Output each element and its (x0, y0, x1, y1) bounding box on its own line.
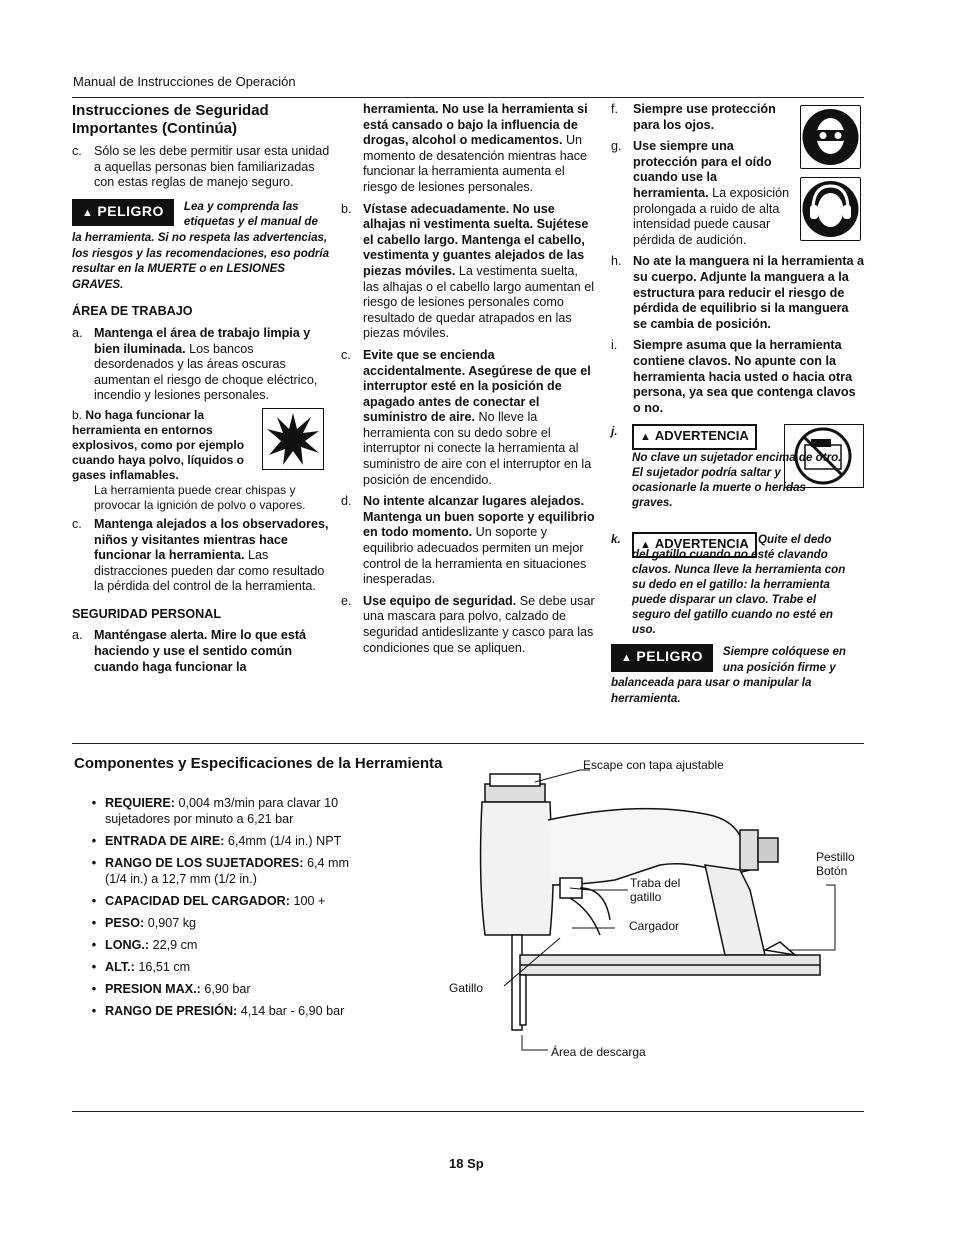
label-gatillo: Gatillo (449, 981, 484, 995)
list-item-continued (341, 102, 597, 196)
item-letter: f. (611, 102, 618, 116)
ear-protection-icon (800, 177, 861, 241)
item-bold: Manténgase alerta. Mire lo que está haciendo y use el sentido común cuando haga funcionar la (94, 628, 307, 674)
item-bold: No intente alcanzar lugares alejados. Mantenga un buen soporte y equilibrio en todo momento. (363, 494, 595, 540)
spec-value: 6,4 mm (1/4 in.) a 12,7 mm (1/2 in.) (105, 856, 349, 886)
list-item-a (72, 326, 330, 404)
list-item-i (611, 338, 865, 416)
components-title: Componentes y Especificaciones de la Herramienta (74, 755, 443, 772)
item-text: No lleve la herramienta con su dedo sobre el interruptor ni conecte la herramienta al suministro de aire con el interruptor en la posición de encendido. (363, 410, 592, 487)
list-item-c2 (72, 517, 330, 595)
spec-item: • RANGO DE PRESIÓN: 4,14 bar - 6,90 bar (91, 1004, 345, 1018)
spec-value: 22,9 cm (149, 938, 198, 952)
warning-triangle-icon: ▲ (640, 431, 651, 444)
section-title-safety: Instrucciones de Seguridad Importantes (Continúa) (72, 102, 269, 137)
advertencia-badge (632, 424, 757, 450)
item-bold: herramienta. No use la herramienta si está cansado o bajo la influencia de drogas, alcohol o medicamentos. (363, 102, 588, 148)
explosion-icon (262, 408, 324, 470)
item-bold: Siempre use protección para los ojos. (633, 102, 776, 132)
peligro-warning-1 (72, 199, 330, 293)
item-letter: c. (341, 347, 351, 362)
column-1 (72, 102, 330, 679)
spec-list (83, 795, 373, 1025)
item-text: La vestimenta suelta, las alhajas o el cabello largo aumentan el riesgo de lesiones personales como resultado de quedar atrapados en las piezas móviles. (363, 263, 595, 341)
list-item-c (341, 348, 597, 488)
item-bold: Mantenga el área de trabajo limpia y bien iluminada. (94, 325, 311, 356)
page-number: 18 Sp (449, 1156, 484, 1171)
list-item-f (611, 102, 791, 133)
spec-value: 0,004 m3/min para clavar 10 sujetadores por minuto a 6,21 bar (105, 796, 339, 826)
item-letter: k. (611, 533, 621, 547)
item-bold: Mantenga alejados a los observadores, niños y visitantes mientras hace funcionar la herramienta. (94, 516, 329, 563)
list-item-b (72, 408, 330, 513)
item-bold: No haga funcionar la herramienta en entornos explosivos, como por ejemplo cuando haya polvo, líquidos o gases inflamables. (72, 407, 245, 482)
stapler-diagram (440, 760, 870, 1070)
peligro-badge (72, 199, 174, 227)
advertencia-label: ADVERTENCIA (654, 428, 749, 444)
label-descarga: Área de descarga (551, 1045, 646, 1059)
label-pestillo: Pestillo (816, 850, 855, 864)
advertencia-text: Quite el dedo del gatillo cuando no esté clavando clavos. Nunca lleve la herramienta con su dedo en el gatillo: la herramienta puede disparar un clavo. Trabe el seguro del gatillo cuando no esté en uso. (632, 533, 846, 637)
spec-label: CAPACIDAD DEL CARGADOR: (105, 894, 290, 908)
peligro-label: PELIGRO (97, 202, 164, 219)
spec-item: • REQUIERE: 0,004 m3/min para clavar 10 sujetadores por minuto a 6,21 bar (91, 796, 339, 826)
spec-label: ALT.: (105, 960, 135, 974)
item-letter: g. (611, 139, 622, 154)
item-bold: No ate la manguera ni la herramienta a su cuerpo. Adjunte la manguera a la estructura para reducir el riesgo de pérdida de equilibrio si la manguera se cambia de posición. (633, 254, 864, 331)
spec-label: PRESION MAX.: (105, 982, 201, 996)
column-2 (341, 102, 597, 660)
item-bold: Evite que se encienda accidentalmente. Asegúrese de que el interruptor esté en la posición de apagado antes de conectar el suministro de aire. (363, 347, 591, 425)
item-letter: e. (341, 593, 352, 608)
peligro-badge (611, 644, 713, 672)
item-letter: a. (72, 325, 83, 340)
item-letter: j. (611, 425, 618, 439)
advertencia-text: No clave un sujetador encima de otro. El sujetador podría saltar y ocasionarle la muerte o heridas graves. (632, 451, 842, 510)
peligro-text: Siempre colóquese en una posición firme y balanceada para usar o manipular la herramienta. (611, 645, 846, 706)
item-text: Los bancos desordenados y las áreas oscuras aumentan el riesgo de choque eléctrico, incendio y lesiones personales. (94, 341, 318, 403)
spec-label: RANGO DE LOS SUJETADORES: (105, 856, 304, 870)
item-text: Un momento de desatención mientras hace funcionar la herramienta aumenta el riesgo de lesiones personales. (363, 133, 588, 194)
item-text: Las distracciones pueden dar como resultado la pérdida del control de la herramienta. (94, 548, 325, 594)
item-letter: a. (72, 628, 83, 643)
list-item-pa (72, 628, 330, 675)
peligro-text: Lea y comprenda las etiquetas y el manual de la herramienta. Si no respeta las advertencias, los riesgos y las recomendaciones, eso podría resultar en la MUERTE o en LESIONES GRAVES. (72, 199, 330, 291)
section-divider (72, 743, 864, 744)
spec-label: REQUIERE: (105, 796, 175, 810)
spec-value: 6,90 bar (200, 982, 251, 996)
spec-value: 100 + (289, 894, 326, 908)
item-letter: d. (341, 494, 352, 509)
spec-label: LONG.: (105, 938, 150, 952)
spec-label: PESO: (105, 916, 145, 930)
label-traba: Traba del (630, 876, 681, 890)
item-text: Sólo se les debe permitir usar esta unidad a aquellas personas bien familiarizadas con estas reglas de manejo seguro. (94, 144, 330, 190)
warning-triangle-icon: ▲ (640, 539, 651, 552)
item-bold: Siempre asuma que la herramienta contiene clavos. No apunte con la herramienta hacia usted o hacia otra persona, ya sea que contenga clavos o no. (633, 338, 856, 415)
spec-item: • PESO: 0,907 kg (91, 916, 197, 930)
list-item-g (611, 139, 795, 248)
list-item-c (72, 144, 330, 191)
eye-protection-icon (800, 105, 861, 169)
item-bold: Vístase adecuadamente. No use alhajas ni vestimenta suelta. Sujétese el cabello largo. Mantenga el cabello, vestimenta y guantes alejados de las piezas móviles. (363, 201, 589, 278)
spec-value: 0,907 kg (144, 916, 197, 930)
item-text: Se debe usar una mascara para polvo, calzado de seguridad antideslizante y casco para las condiciones que se apliquen. (363, 593, 595, 655)
item-letter: i. (611, 338, 618, 353)
spec-label: ENTRADA DE AIRE: (105, 834, 225, 848)
subhead-area-trabajo: ÁREA DE TRABAJO (72, 304, 193, 319)
advertencia-label: ADVERTENCIA (654, 536, 749, 552)
warning-triangle-icon: ▲ (621, 652, 633, 665)
warning-triangle-icon: ▲ (82, 206, 94, 219)
label-boton: Botón (816, 864, 848, 878)
item-letter: h. (611, 254, 622, 269)
label-cargador: Cargador (629, 919, 680, 933)
spec-item: • PRESION MAX.: 6,90 bar (91, 982, 251, 996)
list-item-h (611, 254, 865, 332)
header-divider (72, 97, 864, 98)
item-letter: c. (72, 144, 82, 158)
list-item-b (341, 202, 597, 342)
item-text: La exposición prolongada a ruido de alta intensidad puede causar pérdida de audición. (633, 185, 790, 247)
list-item-j (611, 424, 865, 528)
peligro-warning-2 (611, 644, 865, 706)
spec-item: • CAPACIDAD DEL CARGADOR: 100 + (91, 894, 326, 908)
spec-item: • ALT.: 16,51 cm (91, 960, 191, 974)
item-letter: c. (72, 516, 82, 531)
peligro-label: PELIGRO (636, 648, 703, 665)
list-item-k (611, 532, 865, 642)
page-header-title: Manual de Instrucciones de Operación (73, 74, 296, 89)
list-item-d (341, 494, 597, 588)
label-escape: Escape con tapa ajustable (583, 758, 724, 772)
item-bold: Use equipo de seguridad. (363, 593, 517, 608)
item-letter: b. (72, 407, 83, 422)
footer-divider (72, 1111, 864, 1112)
item-letter: b. (341, 201, 352, 216)
list-item-e (341, 594, 597, 656)
spec-value: 6,4mm (1/4 in.) NPT (224, 834, 342, 848)
label-gatillo-traba: gatillo (630, 890, 662, 904)
item-bold: Use siempre una protección para el oído cuando use la herramienta. (633, 139, 772, 200)
spec-value: 16,51 cm (134, 960, 191, 974)
subhead-seguridad-personal: SEGURIDAD PERSONAL (72, 606, 222, 621)
spec-item: • ENTRADA DE AIRE: 6,4mm (1/4 in.) NPT (91, 834, 342, 848)
spec-item: • LONG.: 22,9 cm (91, 938, 198, 952)
item-text: La herramienta puede crear chispas y provocar la ignición de polvo o vapores. (94, 482, 306, 512)
spec-value: 4,14 bar - 6,90 bar (237, 1004, 345, 1018)
item-text: Un soporte y equilibrio adecuados permiten un mejor control de la herramienta en situaciones inesperadas. (363, 525, 587, 587)
spec-label: RANGO DE PRESIÓN: (105, 1004, 238, 1018)
column-3 (611, 102, 865, 707)
spec-item: • RANGO DE LOS SUJETADORES: 6,4 mm (1/4 in.) a 12,7 mm (1/2 in.) (91, 856, 349, 886)
